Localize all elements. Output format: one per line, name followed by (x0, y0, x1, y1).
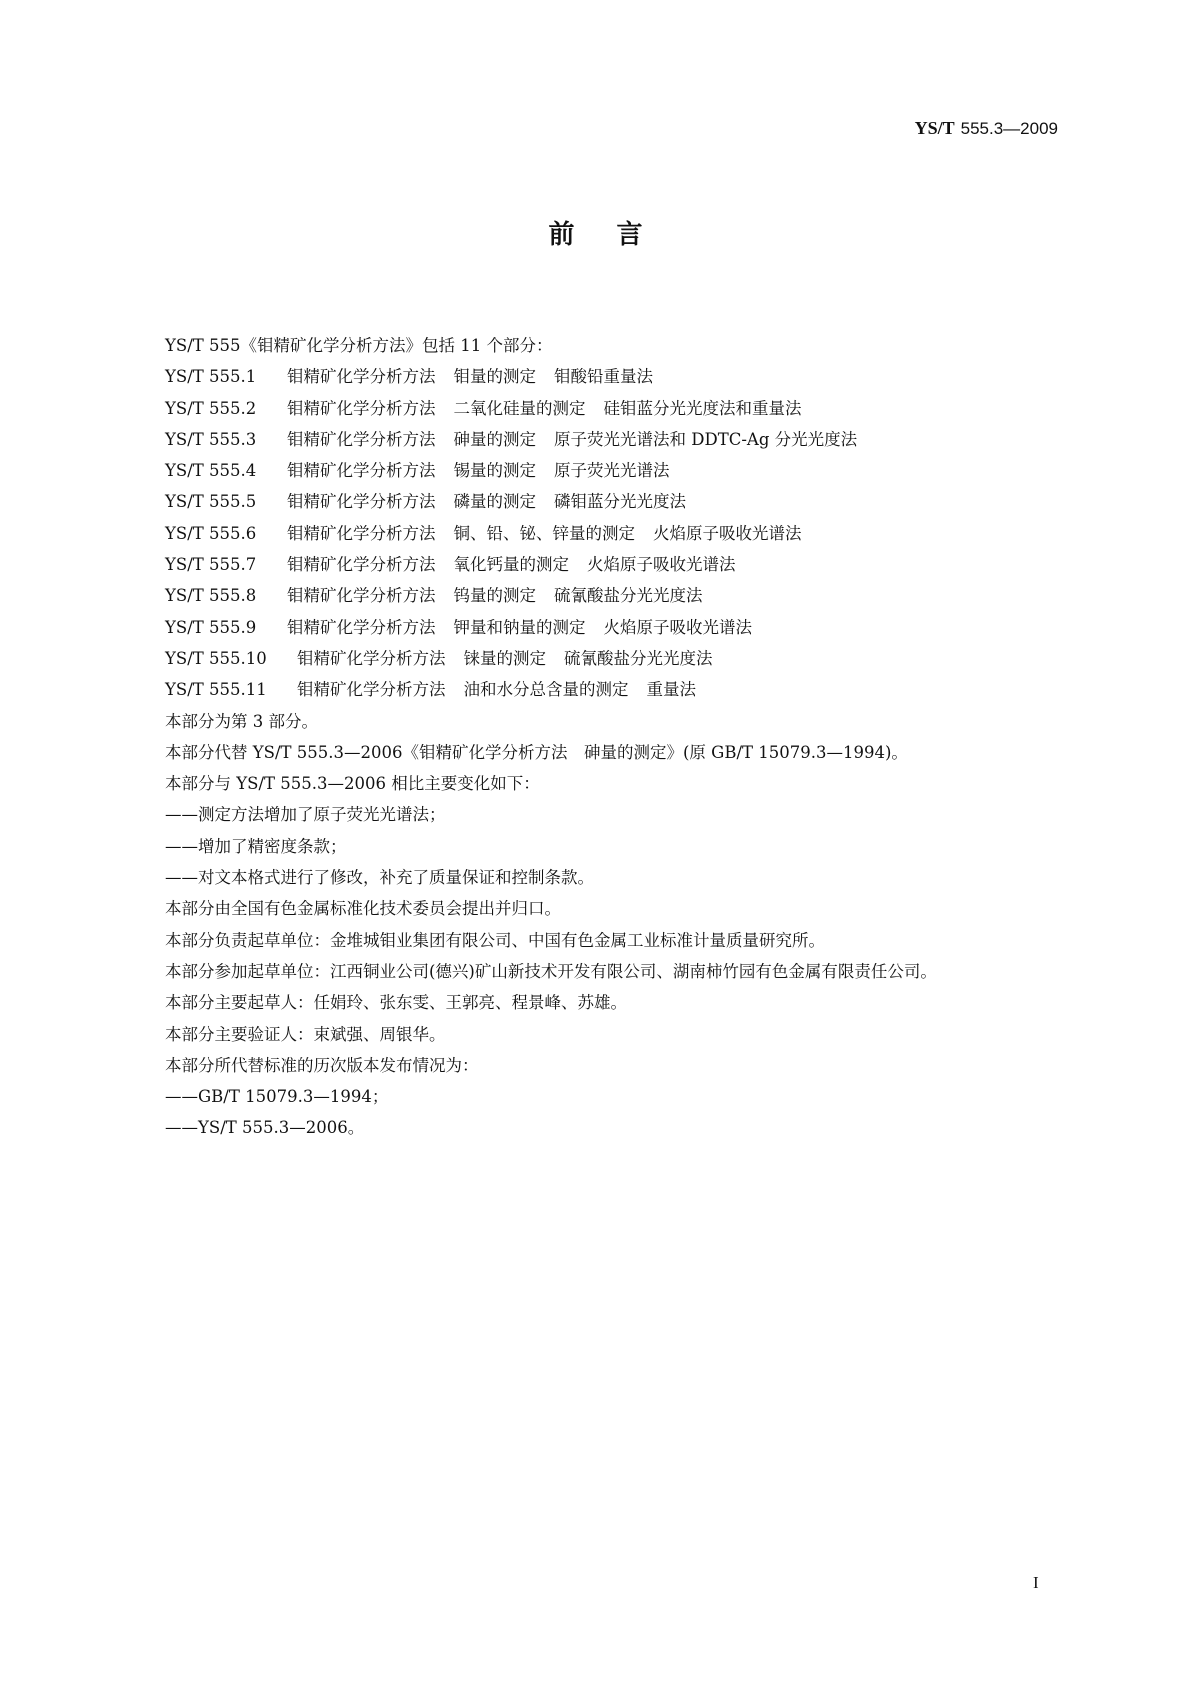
part-list-item: YS/T 555.3 钼精矿化学分析方法 砷量的测定 原子荧光光谱法和 DDTC-Ag 分光光度法 (165, 429, 858, 449)
page-title: 前言 (548, 220, 685, 250)
part-list-item: YS/T 555.9 钼精矿化学分析方法 钾量和钠量的测定 火焰原子吸收光谱法 (165, 617, 752, 637)
standard-number: 555.3—2009 (960, 119, 1058, 138)
changes-intro-paragraph: 本部分与 YS/T 555.3—2006 相比主要变化如下： (165, 774, 540, 794)
part-list-item: YS/T 555.10 钼精矿化学分析方法 铼量的测定 硫氰酸盐分光光度法 (165, 648, 713, 668)
change-item: ——对文本格式进行了修改，补充了质量保证和控制条款。 (165, 868, 594, 888)
history-item: ——GB/T 15079.3—1994； (165, 1087, 389, 1107)
main-drafters-paragraph: 本部分主要起草人：任娟玲、张东雯、王郭亮、程景峰、苏雄。 (165, 993, 627, 1013)
part-list-item: YS/T 555.11 钼精矿化学分析方法 油和水分总含量的测定 重量法 (165, 680, 696, 700)
intro-paragraph: YS/T 555《钼精矿化学分析方法》包括 11 个部分： (165, 336, 553, 355)
part-list-item: YS/T 555.1 钼精矿化学分析方法 钼量的测定 钼酸铅重量法 (165, 367, 653, 387)
history-intro-paragraph: 本部分所代替标准的历次版本发布情况为： (165, 1055, 479, 1075)
proposed-by-paragraph: 本部分由全国有色金属标准化技术委员会提出并归口。 (165, 899, 561, 919)
part-list-item: YS/T 555.5 钼精矿化学分析方法 磷量的测定 磷钼蓝分光光度法 (165, 492, 686, 512)
part-list-item: YS/T 555.7 钼精矿化学分析方法 氧化钙量的测定 火焰原子吸收光谱法 (165, 555, 736, 575)
change-item: ——增加了精密度条款； (165, 836, 347, 856)
standard-number-header (915, 118, 1058, 139)
document-body (120, 330, 1060, 1144)
page-number: I (1033, 1573, 1039, 1592)
part-number-paragraph: 本部分为第 3 部分。 (165, 711, 318, 731)
replaces-paragraph: 本部分代替 YS/T 555.3—2006《钼精矿化学分析方法 砷量的测定》(原 GB/T 15079.3—1994)。 (165, 742, 908, 762)
history-item: ——YS/T 555.3—2006。 (165, 1118, 365, 1138)
change-item: ——测定方法增加了原子荧光光谱法； (165, 805, 446, 825)
main-verifiers-paragraph: 本部分主要验证人：束斌强、周银华。 (165, 1024, 446, 1044)
part-list-item: YS/T 555.2 钼精矿化学分析方法 二氧化硅量的测定 硅钼蓝分光光度法和重量法 (165, 398, 802, 418)
participating-drafters-paragraph: 本部分参加起草单位：江西铜业公司(德兴)矿山新技术开发有限公司、湖南柿竹园有色金属有限责任公司。 (165, 961, 937, 981)
responsible-drafters-paragraph: 本部分负责起草单位：金堆城钼业集团有限公司、中国有色金属工业标准计量质量研究所。 (165, 930, 825, 950)
part-list-item: YS/T 555.8 钼精矿化学分析方法 钨量的测定 硫氰酸盐分光光度法 (165, 586, 703, 606)
part-list-item: YS/T 555.4 钼精矿化学分析方法 锡量的测定 原子荧光光谱法 (165, 461, 670, 481)
standard-prefix: YS/T (914, 118, 955, 138)
part-list-item: YS/T 555.6 钼精矿化学分析方法 铜、铅、铋、锌量的测定 火焰原子吸收光谱法 (165, 523, 802, 543)
